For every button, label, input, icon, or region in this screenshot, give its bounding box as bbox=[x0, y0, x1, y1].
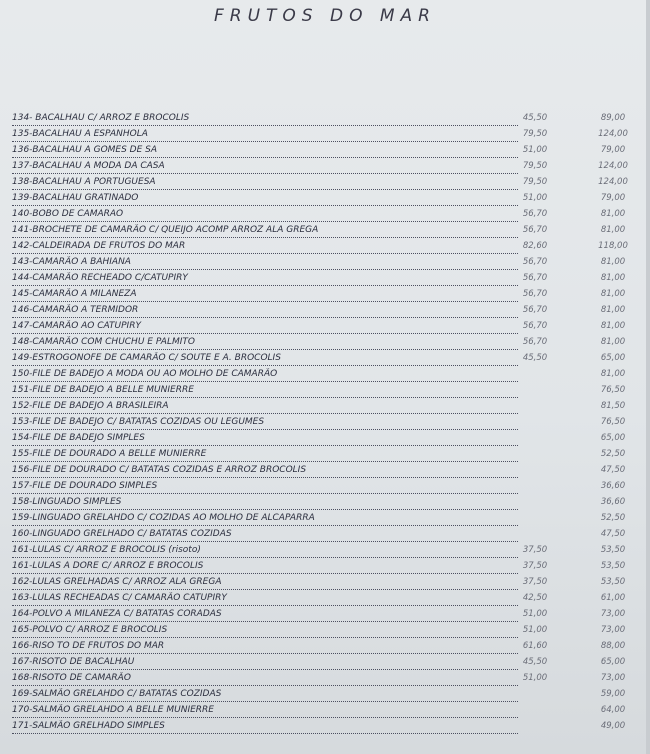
menu-item-row bbox=[8, 687, 648, 703]
menu-item-price-full: 65,00 bbox=[600, 657, 626, 667]
menu-item-price-half: 37,50 bbox=[522, 577, 548, 587]
menu-item-price-half: 56,70 bbox=[522, 321, 548, 331]
menu-item-price-full: 89,00 bbox=[600, 113, 626, 123]
menu-item-label: 140-BOBO DE CAMARAO bbox=[12, 208, 518, 222]
menu-item-price-full: 79,00 bbox=[600, 193, 626, 203]
menu-item-label: 145-CAMARÃO A MILANEZA bbox=[12, 288, 518, 302]
menu-item-price-full: 36,60 bbox=[600, 497, 626, 507]
menu-item-price-full: 52,50 bbox=[600, 513, 626, 523]
menu-item-row bbox=[8, 463, 648, 479]
menu-item-price-full: 59,00 bbox=[600, 689, 626, 699]
menu-item-price-full: 73,00 bbox=[600, 609, 626, 619]
menu-item-price-full: 81,00 bbox=[600, 305, 626, 315]
menu-item-row bbox=[8, 191, 648, 207]
menu-item-price-full: 124,00 bbox=[598, 177, 628, 187]
menu-item-price-half: 45,50 bbox=[522, 657, 548, 667]
menu-item-price-full: 53,50 bbox=[600, 545, 626, 555]
menu-item-label: 162-LULAS GRELHADAS C/ ARROZ ALA GREGA bbox=[12, 576, 518, 590]
menu-item-label: 171-SALMÃO GRELHADO SIMPLES bbox=[12, 720, 518, 734]
menu-item-price-full: 47,50 bbox=[600, 465, 626, 475]
menu-item-label: 169-SALMÃO GRELAHDO C/ BATATAS COZIDAS bbox=[12, 688, 518, 702]
menu-item-price-half: 82,60 bbox=[522, 241, 548, 251]
menu-item-label: 143-CAMARÃO A BAHIANA bbox=[12, 256, 518, 270]
menu-item-price-half: 51,00 bbox=[522, 193, 548, 203]
menu-item-label: 150-FILE DE BADEJO A MODA OU AO MOLHO DE CAMARÃO bbox=[12, 368, 518, 382]
menu-item-price-full: 73,00 bbox=[600, 673, 626, 683]
menu-item-label: 155-FILE DE DOURADO A BELLE MUNIERRE bbox=[12, 448, 518, 462]
menu-item-row bbox=[8, 111, 648, 127]
menu-item-price-half: 56,70 bbox=[522, 305, 548, 315]
menu-item-price-full: 53,50 bbox=[600, 561, 626, 571]
menu-item-label: 148-CAMARÃO COM CHUCHU E PALMITO bbox=[12, 336, 518, 350]
menu-item-price-half: 45,50 bbox=[522, 113, 548, 123]
menu-item-row bbox=[8, 255, 648, 271]
menu-item-row bbox=[8, 271, 648, 287]
menu-item-price-half: 79,50 bbox=[522, 161, 548, 171]
menu-item-price-full: 65,00 bbox=[600, 353, 626, 363]
menu-item-price-half: 79,50 bbox=[522, 177, 548, 187]
menu-item-row bbox=[8, 639, 648, 655]
menu-item-price-half: 51,00 bbox=[522, 625, 548, 635]
menu-item-price-full: 81,00 bbox=[600, 273, 626, 283]
menu-item-price-half: 56,70 bbox=[522, 337, 548, 347]
menu-item-row bbox=[8, 127, 648, 143]
menu-item-row bbox=[8, 415, 648, 431]
menu-item-label: 161-LULAS A DORE C/ ARROZ E BROCOLIS bbox=[12, 560, 518, 574]
menu-item-price-full: 81,00 bbox=[600, 321, 626, 331]
menu-item-price-half: 42,50 bbox=[522, 593, 548, 603]
menu-item-price-full: 81,00 bbox=[600, 209, 626, 219]
menu-item-label: 161-LULAS C/ ARROZ E BROCOLIS (risoto) bbox=[12, 544, 518, 558]
menu-item-price-half: 37,50 bbox=[522, 545, 548, 555]
menu-item-label: 144-CAMARÃO RECHEADO C/CATUPIRY bbox=[12, 272, 518, 286]
page-title: FRUTOS DO MAR bbox=[214, 6, 436, 26]
menu-item-row bbox=[8, 703, 648, 719]
menu-item-row bbox=[8, 239, 648, 255]
menu-item-label: 159-LINGUADO GRELAHDO C/ COZIDAS AO MOLHO DE ALCAPARRA bbox=[12, 512, 518, 526]
menu-item-price-full: 47,50 bbox=[600, 529, 626, 539]
menu-item-price-half: 56,70 bbox=[522, 257, 548, 267]
menu-item-label: 149-ESTROGONOFE DE CAMARÃO C/ SOUTE E A. BROCOLIS bbox=[12, 352, 518, 366]
menu-item-price-full: 65,00 bbox=[600, 433, 626, 443]
menu-item-row bbox=[8, 543, 648, 559]
menu-item-label: 142-CALDEIRADA DE FRUTOS DO MAR bbox=[12, 240, 518, 254]
menu-item-price-half: 51,00 bbox=[522, 145, 548, 155]
menu-item-label: 157-FILE DE DOURADO SIMPLES bbox=[12, 480, 518, 494]
menu-item-row bbox=[8, 623, 648, 639]
menu-item-price-half: 37,50 bbox=[522, 561, 548, 571]
menu-item-row bbox=[8, 511, 648, 527]
menu-item-row bbox=[8, 175, 648, 191]
menu-item-row bbox=[8, 159, 648, 175]
menu-item-row bbox=[8, 207, 648, 223]
menu-item-label: 158-LINGUADO SIMPLES bbox=[12, 496, 518, 510]
menu-item-label: 146-CAMARÃO A TERMIDOR bbox=[12, 304, 518, 318]
menu-item-price-full: 81,00 bbox=[600, 289, 626, 299]
menu-list bbox=[8, 111, 648, 735]
menu-item-row bbox=[8, 223, 648, 239]
menu-item-label: 156-FILE DE DOURADO C/ BATATAS COZIDAS E ARROZ BROCOLIS bbox=[12, 464, 518, 478]
menu-item-price-full: 81,00 bbox=[600, 257, 626, 267]
menu-item-price-half: 51,00 bbox=[522, 609, 548, 619]
menu-item-label: 164-POLVO A MILANEZA C/ BATATAS CORADAS bbox=[12, 608, 518, 622]
menu-item-price-half: 61,60 bbox=[522, 641, 548, 651]
menu-item-row bbox=[8, 319, 648, 335]
menu-item-label: 138-BACALHAU A PORTUGUESA bbox=[12, 176, 518, 190]
menu-item-price-half: 56,70 bbox=[522, 225, 548, 235]
menu-item-label: 170-SALMÃO GRELAHDO A BELLE MUNIERRE bbox=[12, 704, 518, 718]
menu-item-label: 147-CAMARÃO AO CATUPIRY bbox=[12, 320, 518, 334]
page-edge bbox=[646, 0, 650, 754]
menu-item-price-half: 56,70 bbox=[522, 209, 548, 219]
menu-item-price-full: 81,50 bbox=[600, 401, 626, 411]
menu-item-price-full: 53,50 bbox=[600, 577, 626, 587]
menu-item-label: 135-BACALHAU A ESPANHOLA bbox=[12, 128, 518, 142]
menu-item-row bbox=[8, 431, 648, 447]
menu-item-row bbox=[8, 351, 648, 367]
menu-item-label: 151-FILE DE BADEJO A BELLE MUNIERRE bbox=[12, 384, 518, 398]
menu-item-label: 136-BACALHAU A GOMES DE SA bbox=[12, 144, 518, 158]
menu-item-row bbox=[8, 527, 648, 543]
menu-item-label: 141-BROCHETE DE CAMARÃO C/ QUEIJO ACOMP ARROZ ALA GREGA bbox=[12, 224, 518, 238]
menu-item-label: 154-FILE DE BADEJO SIMPLES bbox=[12, 432, 518, 446]
menu-item-label: 160-LINGUADO GRELHADO C/ BATATAS COZIDAS bbox=[12, 528, 518, 542]
menu-item-row bbox=[8, 671, 648, 687]
menu-item-row bbox=[8, 335, 648, 351]
menu-item-price-half: 45,50 bbox=[522, 353, 548, 363]
menu-item-row bbox=[8, 575, 648, 591]
menu-item-row bbox=[8, 479, 648, 495]
menu-item-price-full: 88,00 bbox=[600, 641, 626, 651]
menu-item-row bbox=[8, 607, 648, 623]
menu-item-label: 168-RISOTO DE CAMARÃO bbox=[12, 672, 518, 686]
menu-item-row bbox=[8, 383, 648, 399]
menu-item-price-full: 36,60 bbox=[600, 481, 626, 491]
menu-item-price-full: 52,50 bbox=[600, 449, 626, 459]
menu-item-label: 167-RISOTO DE BACALHAU bbox=[12, 656, 518, 670]
menu-item-row bbox=[8, 719, 648, 735]
menu-item-label: 166-RISO TO DE FRUTOS DO MAR bbox=[12, 640, 518, 654]
menu-item-price-full: 76,50 bbox=[600, 385, 626, 395]
menu-item-price-full: 124,00 bbox=[598, 161, 628, 171]
menu-item-price-full: 76,50 bbox=[600, 417, 626, 427]
menu-item-label: 153-FILE DE BADEJO C/ BATATAS COZIDAS OU LEGUMES bbox=[12, 416, 518, 430]
menu-item-row bbox=[8, 655, 648, 671]
menu-item-price-full: 79,00 bbox=[600, 145, 626, 155]
menu-item-price-full: 81,00 bbox=[600, 225, 626, 235]
menu-item-price-full: 81,00 bbox=[600, 369, 626, 379]
menu-item-label: 137-BACALHAU A MODA DA CASA bbox=[12, 160, 518, 174]
menu-item-row bbox=[8, 447, 648, 463]
menu-item-price-full: 49,00 bbox=[600, 721, 626, 731]
menu-item-row bbox=[8, 495, 648, 511]
menu-item-price-full: 124,00 bbox=[598, 129, 628, 139]
menu-item-price-half: 79,50 bbox=[522, 129, 548, 139]
menu-item-price-half: 56,70 bbox=[522, 289, 548, 299]
menu-item-price-half: 56,70 bbox=[522, 273, 548, 283]
menu-item-label: 139-BACALHAU GRATINADO bbox=[12, 192, 518, 206]
menu-item-row bbox=[8, 287, 648, 303]
menu-item-label: 134- BACALHAU C/ ARROZ E BROCOLIS bbox=[12, 112, 518, 126]
menu-item-row bbox=[8, 143, 648, 159]
menu-item-price-full: 81,00 bbox=[600, 337, 626, 347]
menu-item-label: 165-POLVO C/ ARROZ E BROCOLIS bbox=[12, 624, 518, 638]
menu-item-row bbox=[8, 367, 648, 383]
menu-item-row bbox=[8, 559, 648, 575]
menu-item-label: 163-LULAS RECHEADAS C/ CAMARÃO CATUPIRY bbox=[12, 592, 518, 606]
menu-item-row bbox=[8, 303, 648, 319]
menu-item-label: 152-FILE DE BADEJO A BRASILEIRA bbox=[12, 400, 518, 414]
menu-item-price-full: 64,00 bbox=[600, 705, 626, 715]
menu-item-price-full: 118,00 bbox=[598, 241, 628, 251]
menu-item-row bbox=[8, 399, 648, 415]
menu-item-price-half: 51,00 bbox=[522, 673, 548, 683]
menu-item-price-full: 73,00 bbox=[600, 625, 626, 635]
menu-item-row bbox=[8, 591, 648, 607]
menu-item-price-full: 61,00 bbox=[600, 593, 626, 603]
